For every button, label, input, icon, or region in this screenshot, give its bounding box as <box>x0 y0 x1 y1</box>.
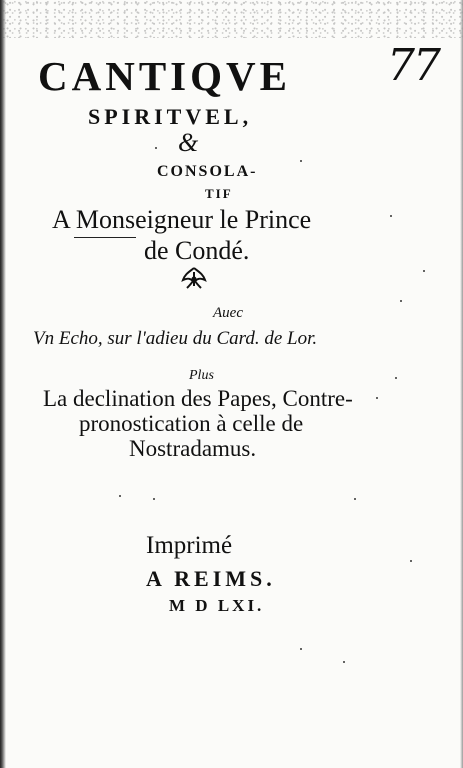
imprint-year: M D LXI. <box>169 596 265 615</box>
scan-speck <box>343 661 345 663</box>
imprint-place: A REIMS. <box>146 566 276 591</box>
declination-line-2: pronostication à celle de <box>79 411 304 436</box>
scan-speck <box>376 397 378 399</box>
scan-speck <box>400 300 402 302</box>
imprint-label: Imprimé <box>146 532 233 559</box>
consolatif-line-2: TIF <box>205 186 233 201</box>
scan-speck <box>354 498 356 500</box>
declination-line-3: Nostradamus. <box>129 436 257 461</box>
scan-speck <box>153 498 155 500</box>
scan-speck <box>300 648 302 650</box>
scan-speck <box>395 377 397 379</box>
handwritten-shelfmark: 77 <box>387 40 439 91</box>
dedication: A Monseigneur le Prince <box>52 205 312 234</box>
title: CANTIQVE <box>38 53 291 99</box>
scan-speck <box>155 147 157 149</box>
dedication-continued: de Condé. <box>144 236 250 265</box>
subtitle: SPIRITVEL, <box>88 104 253 129</box>
scan-speck <box>410 560 412 562</box>
auec-label: Auec <box>213 305 243 321</box>
scan-left-edge <box>0 0 6 768</box>
declination-line-1: La declination des Papes, Contre- <box>43 386 353 411</box>
scan-speck <box>119 495 121 497</box>
scan-speck <box>423 270 425 272</box>
consolatif-line-1: CONSOLA- <box>157 163 258 180</box>
ampersand: & <box>178 128 199 157</box>
plus-label: Plus <box>189 368 214 383</box>
handwritten-underline <box>74 237 136 238</box>
scan-speckle <box>0 0 463 38</box>
scan-speck <box>300 160 302 162</box>
echo-line: Vn Echo, sur l'adieu du Card. de Lor. <box>33 328 318 349</box>
fleuron-ornament-icon <box>181 266 207 297</box>
scan-speck <box>390 215 392 217</box>
